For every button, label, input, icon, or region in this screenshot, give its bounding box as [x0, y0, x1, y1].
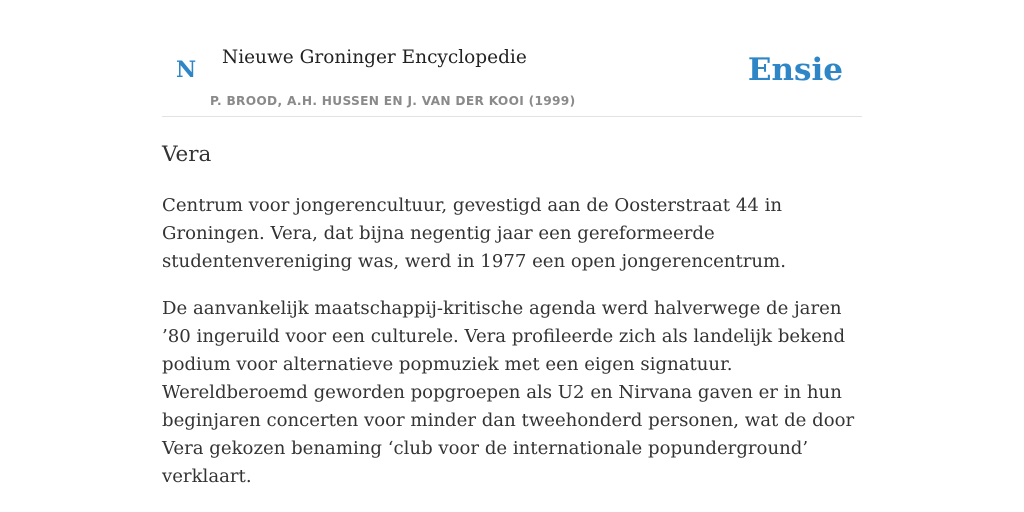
entry-paragraph-1: Centrum voor jongerencultuur, gevestigd aan de Oosterstraat 44 in Groningen. Vera, dat bijna negentig jaar een gereformeerde studentenvereniging was, werd in 1977 een open jongerencentrum. — [162, 195, 786, 272]
encyclopedia-logo[interactable]: N — [176, 57, 197, 83]
ensie-brand-logo[interactable]: Ensie — [747, 52, 843, 88]
entry-body — [162, 192, 862, 491]
entry-article — [162, 140, 862, 491]
book-title-link[interactable]: Nieuwe Groninger Encyclopedie — [222, 47, 527, 68]
site-header — [162, 0, 862, 117]
entry-title: Vera — [162, 142, 212, 167]
book-authors: P. BROOD, A.H. HUSSEN EN J. VAN DER KOOI (1999) — [210, 94, 576, 108]
entry-paragraph-2: De aanvankelijk maatschappij-kritische agenda werd halverwege de jaren ’80 ingeruild voor een culturele. Vera profileerde zich als landelijk bekend podium voor alternatieve popmuziek met een eigen signatuur. Wereldberoemd geworden popgroepen als U2 en Nirvana gaven er in hun beginjaren concerten voor minder dan tweehonderd personen, wat de door Vera gekozen benaming ‘club voor de internationale popunderground’ verklaart. — [162, 298, 855, 487]
